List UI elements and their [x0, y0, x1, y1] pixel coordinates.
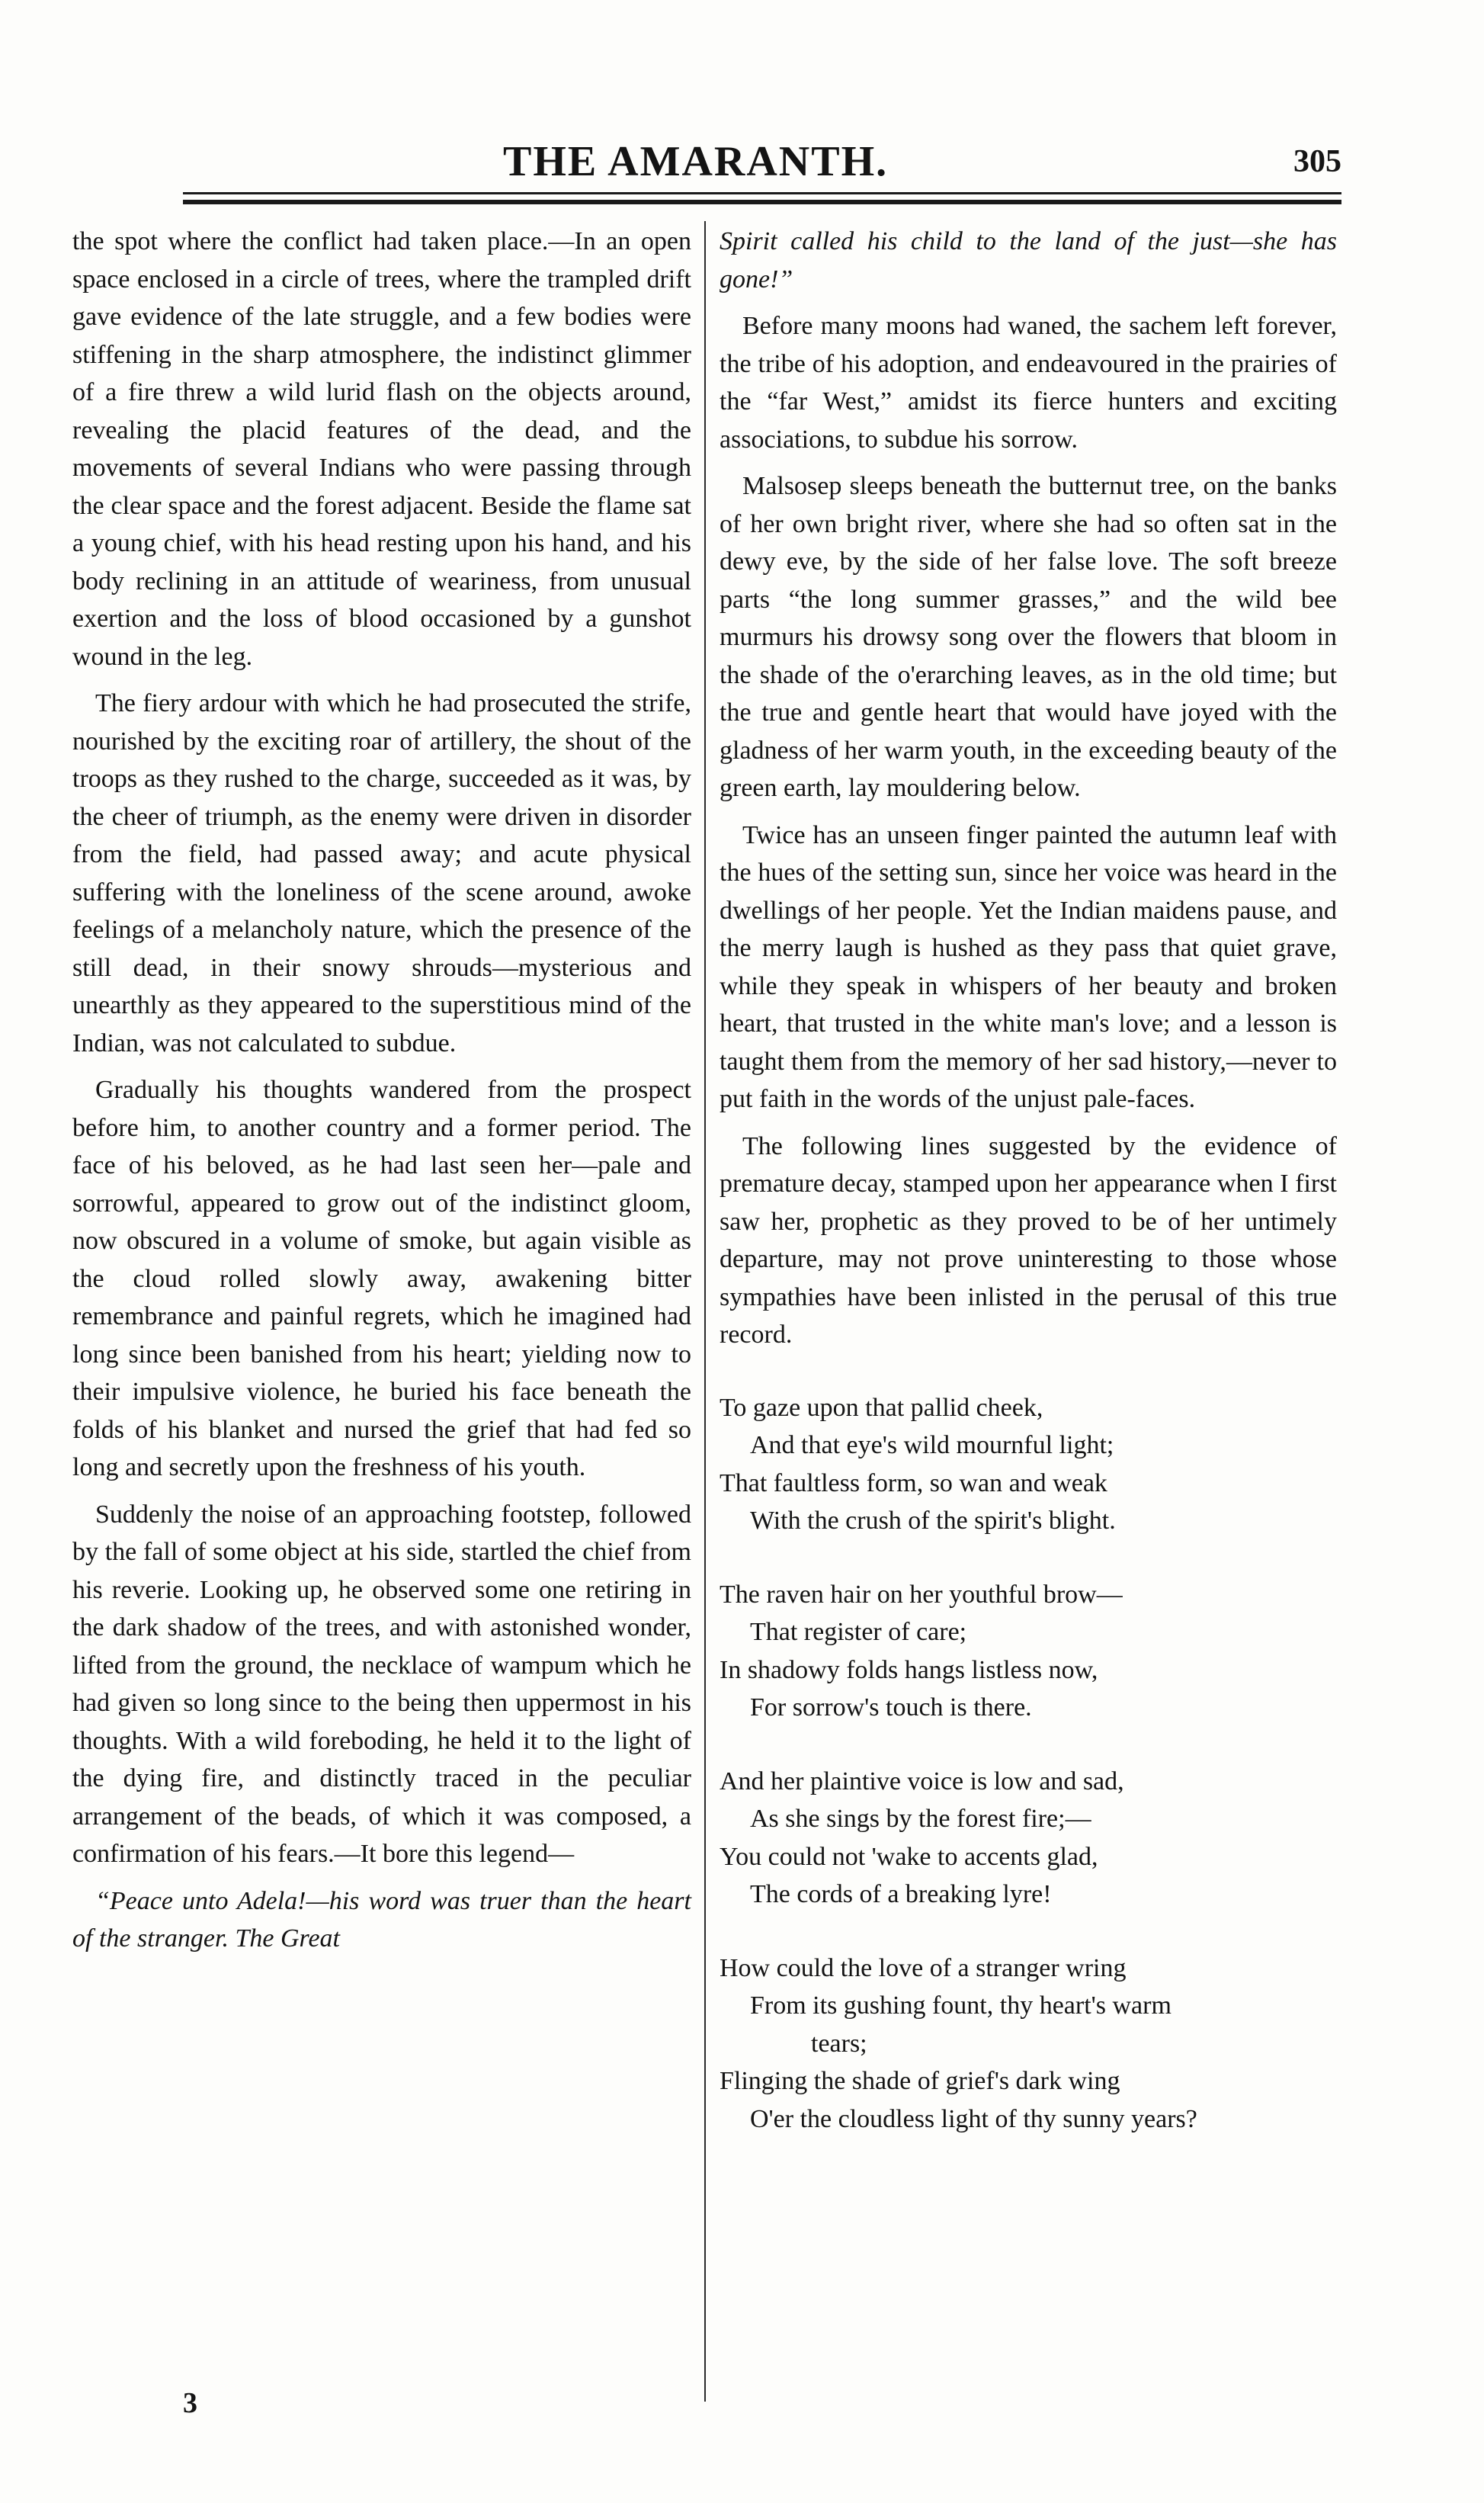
poem-line: To gaze upon that pallid cheek, [720, 1393, 1043, 1422]
poem-line: tears; [811, 2029, 867, 2058]
paragraph: Twice has an unseen finger painted the autumn leaf with the hues of the setting sun, since her voice was heard in the dwellings of her people. Yet the Indian maidens pause, and the merry laugh is hushed as they pass that quiet grave, while they speak in whispers of her beauty and broken heart, that trusted in the white man's love; and a lesson is taught them from the memory of her sad history,—never to put faith in the words of the unjust pale-faces. [720, 820, 1337, 1113]
poem-line: As she sings by the forest fire;— [750, 1805, 1091, 1833]
poem-line: And that eye's wild mournful light; [750, 1431, 1114, 1459]
poem-line: The raven hair on her youthful brow— [720, 1580, 1123, 1609]
running-header [183, 137, 1341, 191]
paragraph: Before many moons had waned, the sachem left forever, the tribe of his adoption, and endeavoured in the prairies of the “far West,” amidst its fierce hunters and exciting associations, to subdue his sorrow. [720, 312, 1337, 454]
poem-stanza [720, 1949, 1337, 2139]
left-column [72, 223, 691, 1967]
paragraph-italic [72, 1882, 691, 1958]
paragraph: The fiery ardour with which he had prosecuted the strife, nourished by the exciting roar of artillery, the shout of the troops as they rushed to the charge, succeeded as it was, by the cheer of triumph, as the enemy were driven in disorder from the field, had passed away; and acute physical suffering with the loneliness of the scene around, awoke feelings of a melancholy nature, which the presence of the still dead, in their snowy shrouds—mysterious and unearthly as they appeared to the superstitious mind of the Indian, was not calculated to subdue. [72, 689, 691, 1057]
column-divider [704, 221, 706, 2402]
poem-line: O'er the cloudless light of thy sunny years? [750, 2104, 1197, 2133]
poem-line: With the crush of the spirit's blight. [750, 1507, 1116, 1535]
paragraph: Suddenly the noise of an approaching footstep, followed by the fall of some object at his side, startled the chief from his reverie. Looking up, he observed some one retiring in the dark shadow of the trees, and with astonished wonder, lifted from the ground, the necklace of wampum which he had given so long since to the being then uppermost in his thoughts. With a wild foreboding, he held it to the light of the dying fire, and distinctly traced in the peculiar arrangement of the beads, of which it was composed, a confirmation of his fears.—It bore this legend— [72, 1500, 691, 1868]
poem-line: How could the love of a stranger wring [720, 1953, 1127, 1982]
poem-line: And her plaintive voice is low and sad, [720, 1767, 1124, 1795]
poem-line: That faultless form, so wan and weak [720, 1468, 1107, 1497]
poem-line: You could not 'wake to accents glad, [720, 1842, 1098, 1871]
poem-stanza [720, 1763, 1337, 1914]
page-number: 305 [1293, 144, 1341, 179]
paragraph: The following lines suggested by the evidence of premature decay, stamped upon her appearance when I first saw her, prophetic as they proved to be of her untimely departure, may not prove uninteresting to those whose sympathies have been inlisted in the perusal of this true record. [720, 1131, 1337, 1349]
poem-stanza [720, 1389, 1337, 1540]
poem-line: For sorrow's touch is there. [750, 1693, 1032, 1722]
legend-text-continued: Spirit called his child to the land of the just—she has gone!” [720, 227, 1337, 294]
header-rule-thin [183, 192, 1341, 194]
poem-line: From its gushing fount, thy heart's warm [750, 1991, 1171, 2020]
running-title: THE AMARANTH. [503, 138, 889, 185]
signature-mark: 3 [183, 2387, 197, 2419]
poem [720, 1389, 1337, 2139]
paragraph: Malsosep sleeps beneath the butternut tree, on the banks of her own bright river, where she had so often sat in the dewy eve, by the side of her false love. The soft breeze parts “the long summer grasses,” and the wild bee murmurs his drowsy song over the flowers that bloom in the shade of the o'erarching leaves, as in the old time; but the true and gentle heart that would have joyed with the gladness of her warm youth, in the exceeding beauty of the green earth, lay mouldering below. [720, 472, 1337, 802]
right-column [720, 223, 1337, 2174]
poem-line: In shadowy folds hangs listless now, [720, 1655, 1098, 1684]
paragraph: the spot where the conflict had taken place.—In an open space enclosed in a circle of trees, where the trampled drift gave evidence of the late struggle, and a few bodies were stiffening in the sharp atmosphere, the indistinct glimmer of a fire threw a wild lurid flash on the objects around, revealing the placid features of the dead, and the movements of several Indians who were passing through the clear space and the forest adjacent. Beside the flame sat a young chief, with his head resting upon his hand, and his body reclining in an attitude of weariness, from unusual exertion and the loss of blood occasioned by a gunshot wound in the leg. [72, 227, 691, 671]
poem-line: The cords of a breaking lyre! [750, 1880, 1052, 1908]
legend-text: “Peace unto Adela!—his word was truer than the heart of the stranger. The Great [72, 1886, 691, 1953]
header-rule-thick [183, 200, 1341, 204]
poem-line: That register of care; [750, 1618, 967, 1646]
poem-line: Flinging the shade of grief's dark wing [720, 2067, 1120, 2095]
poem-stanza [720, 1576, 1337, 1727]
paragraph: Gradually his thoughts wandered from the prospect before him, to another country and a former period. The face of his beloved, as he had last seen her—pale and sorrowful, appeared to grow out of the indistinct gloom, now obscured in a volume of smoke, but again visible as the cloud rolled slowly away, awakening bitter remembrance and painful regrets, which he imagined had long since been banished from his heart; yielding now to their impulsive violence, he buried his face beneath the folds of his blanket and nursed the grief that had fed so long and secretly upon the freshness of his youth. [72, 1076, 691, 1481]
paragraph-italic [720, 223, 1337, 298]
